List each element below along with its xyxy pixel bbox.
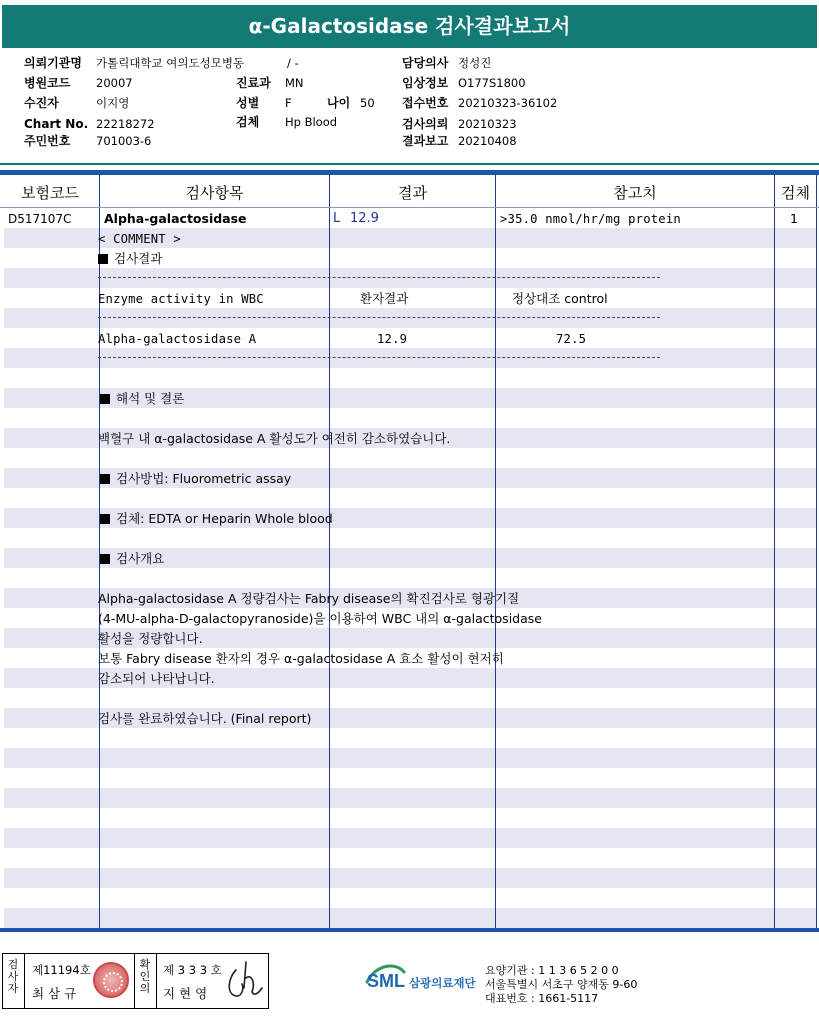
doctor-label: 담당의사 bbox=[402, 56, 449, 70]
institution-label: 의뢰기관명 bbox=[24, 56, 82, 70]
column-divider bbox=[329, 175, 330, 928]
org-phone: 대표번호 : 1661-5117 bbox=[485, 992, 599, 1005]
method-text: 검사방법: Fluorometric assay bbox=[116, 471, 292, 486]
row-stripe bbox=[4, 748, 817, 768]
examiner-label: 검사자 bbox=[7, 958, 19, 995]
column-divider bbox=[495, 175, 496, 928]
row-specimen: 1 bbox=[790, 211, 798, 226]
org-name: 삼광의료재단 bbox=[409, 976, 476, 990]
row-reference: >35.0 nmol/hr/mg protein bbox=[500, 212, 681, 226]
hospital-code-label: 병원코드 bbox=[24, 76, 71, 90]
age-label: 나이 bbox=[327, 96, 351, 110]
sex-label: 성별 bbox=[236, 96, 260, 110]
overview-line: Alpha-galactosidase A 정량검사는 Fabry disease의 확진검사로 형광기질 bbox=[98, 591, 520, 606]
overview-line: 활성을 정량합니다. bbox=[98, 631, 203, 646]
dashed-divider bbox=[98, 357, 660, 358]
row-stripe bbox=[4, 788, 817, 808]
confirm-label: 확인의 bbox=[139, 958, 151, 995]
comment-heading: < COMMENT > bbox=[98, 232, 181, 246]
row-stripe bbox=[4, 908, 817, 928]
doctor-signature bbox=[222, 958, 266, 1004]
request-date-value: 20210323 bbox=[458, 117, 517, 131]
chart-no-value: 22218272 bbox=[96, 117, 155, 131]
overview-heading bbox=[100, 551, 164, 567]
ssn-value: 701003-6 bbox=[96, 134, 152, 148]
hospital-code-value: 20007 bbox=[96, 76, 133, 90]
column-divider bbox=[774, 175, 775, 928]
enzyme-column-label: Enzyme activity in WBC bbox=[98, 292, 264, 306]
row-stripe bbox=[4, 308, 817, 328]
clinical-info-label: 임상정보 bbox=[402, 76, 449, 90]
overview-title: 검사개요 bbox=[116, 551, 165, 566]
overview-line: (4-MU-alpha-D-galactopyranoside)을 이용하여 WBC 내의 α-galactosidase bbox=[98, 611, 542, 626]
receipt-no-label: 접수번호 bbox=[402, 96, 449, 110]
overview-line: 보통 Fabry disease 환자의 경우 α-galactosidase A 효소 활성이 현저히 bbox=[98, 651, 504, 666]
official-seal-icon bbox=[93, 962, 129, 998]
patient-result-column-label: 환자결과 bbox=[360, 291, 409, 306]
header-test-item: 검사항목 bbox=[185, 184, 244, 202]
interpretation-title: 해석 및 결론 bbox=[116, 391, 185, 406]
specimen-text: 검체: EDTA or Heparin Whole blood bbox=[116, 511, 333, 526]
org-abbr: SML bbox=[367, 971, 405, 991]
confirm-license-no: 제 3 3 3 호 bbox=[163, 963, 222, 977]
clinical-info-value: O177S1800 bbox=[458, 76, 526, 90]
report-date-label: 결과보고 bbox=[402, 134, 449, 148]
header-insurance-code: 보험코드 bbox=[21, 184, 79, 202]
doctor-value: 정성진 bbox=[458, 56, 492, 70]
request-date-label: 검사의뢰 bbox=[402, 117, 449, 131]
row-stripe bbox=[4, 868, 817, 888]
row-result-flag: L bbox=[333, 211, 341, 226]
square-bullet-icon bbox=[100, 394, 110, 404]
row-insurance-code: D517107C bbox=[8, 212, 72, 226]
header-reference: 참고치 bbox=[613, 184, 657, 202]
row-test-item: Alpha-galactosidase bbox=[104, 211, 247, 226]
dashed-divider bbox=[98, 277, 660, 278]
confirm-name: 지 현 영 bbox=[163, 986, 208, 1001]
report-title: α-Galactosidase 검사결과보고서 bbox=[2, 5, 817, 48]
enzyme-name: Alpha-galactosidase A bbox=[98, 332, 257, 346]
square-bullet-icon bbox=[100, 474, 110, 484]
row-stripe bbox=[4, 828, 817, 848]
method-line bbox=[100, 471, 291, 487]
department-label: 진료과 bbox=[236, 76, 271, 90]
receipt-no-value: 20210323-36102 bbox=[458, 96, 558, 110]
square-bullet-icon bbox=[98, 254, 108, 264]
final-note: 검사를 완료하였습니다. (Final report) bbox=[98, 711, 312, 726]
specimen-label: 검체 bbox=[236, 115, 260, 129]
overview-line: 감소되어 나타납니다. bbox=[98, 671, 215, 686]
row-stripe bbox=[4, 348, 817, 368]
dashed-divider bbox=[98, 317, 660, 318]
examiner-license-no: 제11194호 bbox=[32, 963, 91, 977]
patient-value: 이지영 bbox=[96, 96, 130, 110]
patient-label: 수진자 bbox=[24, 96, 59, 110]
control-column-label: 정상대조 control bbox=[512, 291, 608, 306]
org-code: 요양기관 : 1 1 3 6 5 2 0 0 bbox=[485, 964, 619, 977]
enzyme-control-value: 72.5 bbox=[556, 332, 587, 346]
header-specimen: 검체 bbox=[781, 184, 810, 202]
report-date-value: 20210408 bbox=[458, 134, 517, 148]
department-value: MN bbox=[285, 76, 304, 90]
ward-slash-value: / - bbox=[287, 56, 299, 70]
table-bottom-rule bbox=[0, 928, 819, 932]
institution-value: 가톨릭대학교 여의도성모병동 bbox=[96, 56, 245, 70]
row-result-value: 12.9 bbox=[350, 211, 379, 226]
result-section-title: 검사결과 bbox=[114, 251, 163, 266]
examiner-name: 최 삼 규 bbox=[32, 986, 77, 1001]
square-bullet-icon bbox=[100, 554, 110, 564]
org-address: 서울특별시 서초구 양재동 9-60 bbox=[485, 978, 638, 991]
enzyme-patient-value: 12.9 bbox=[377, 332, 408, 346]
column-divider bbox=[816, 175, 817, 928]
table-header-divider bbox=[0, 207, 819, 208]
interpretation-heading bbox=[100, 391, 184, 407]
row-stripe bbox=[4, 268, 817, 288]
sex-value: F bbox=[285, 96, 292, 110]
result-section-heading bbox=[98, 251, 162, 267]
square-bullet-icon bbox=[100, 514, 110, 524]
header-divider bbox=[0, 163, 819, 165]
specimen-value: Hp Blood bbox=[285, 115, 338, 129]
age-value: 50 bbox=[360, 96, 375, 110]
specimen-line bbox=[100, 511, 333, 527]
header-result: 결과 bbox=[398, 184, 427, 202]
chart-no-label: Chart No. bbox=[24, 117, 89, 131]
interpretation-text: 백혈구 내 α-galactosidase A 활성도가 여전히 감소하였습니다. bbox=[98, 431, 451, 446]
ssn-label: 주민번호 bbox=[24, 134, 71, 148]
